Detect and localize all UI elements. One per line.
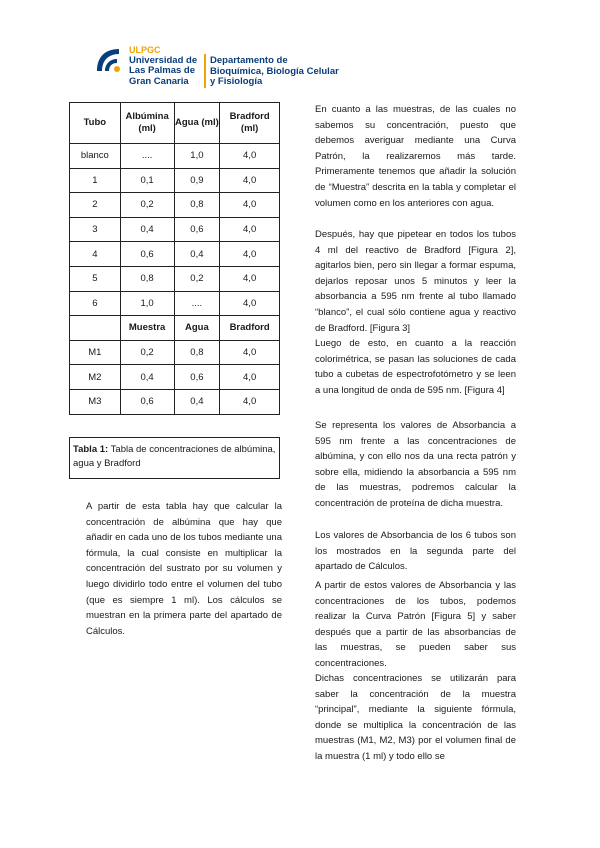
table-cell: 1	[70, 168, 121, 193]
table-cell: M3	[70, 389, 121, 414]
table-cell: 4,0	[220, 193, 280, 218]
table-cell: M2	[70, 365, 121, 390]
table-row	[70, 340, 280, 365]
table-cell: 0,4	[120, 365, 174, 390]
table-cell: 0,6	[120, 242, 174, 267]
table-row	[70, 266, 280, 291]
table-row	[70, 217, 280, 242]
table-row	[70, 168, 280, 193]
table-cell: 0,2	[120, 340, 174, 365]
table-cell: ....	[174, 291, 220, 316]
table-caption	[69, 437, 280, 479]
right-paragraph-7: Dichas concentraciones se utilizarán para saber la concentración de la muestra “principal”, mediante la siguiente fórmula, donde se multiplica la concentración de las muestras (M1, M2, M3) por el volumen final de la muestra (1 ml) y todo ello se	[315, 673, 516, 762]
table-cell: ....	[120, 144, 174, 169]
table-cell: 4,0	[220, 340, 280, 365]
table-cell: 0,6	[174, 365, 220, 390]
university-name	[129, 45, 197, 87]
subheader-agua: Agua	[174, 316, 220, 341]
university-logo	[93, 44, 353, 90]
table-row	[70, 242, 280, 267]
subheader-bradford: Bradford	[220, 316, 280, 341]
table-row	[70, 291, 280, 316]
table-row	[70, 389, 280, 414]
table-cell: 4,0	[220, 291, 280, 316]
table-cell: 4,0	[220, 266, 280, 291]
caption-text: Tabla de concentraciones de albúmina, agua y Bradford	[73, 444, 276, 469]
table-cell: 5	[70, 266, 121, 291]
header-bradford: Bradford (ml)	[220, 103, 280, 144]
university-line-2: Las Palmas de	[129, 65, 196, 77]
table-cell: 3	[70, 217, 121, 242]
table-cell: 4,0	[220, 168, 280, 193]
table-row	[70, 365, 280, 390]
table-cell: 0,6	[120, 389, 174, 414]
table-cell: 0,6	[174, 217, 220, 242]
department-line-1: Departamento de	[210, 55, 288, 66]
table-cell: 0,4	[174, 242, 220, 267]
concentration-table	[69, 102, 280, 415]
table-cell: 4,0	[220, 242, 280, 267]
department-name	[210, 56, 339, 88]
right-paragraph-6: A partir de estos valores de Absorbancia y las concentraciones de los tubos, podemos realizar la Curva Patrón [Figura 5] y saber después que a partir de las absorbancias de las muestras, se pueden saber sus concentraciones.	[315, 580, 516, 669]
table-cell: 0,1	[120, 168, 174, 193]
table-cell: M1	[70, 340, 121, 365]
table-cell: 0,2	[120, 193, 174, 218]
right-paragraph-3: Luego de esto, en cuanto a la reacción colorimétrica, se pasan las soluciones de cada tubo a cubetas de espectrofotómetro y se leen a una longitud de onda de 595 nm. [Figura 4]	[315, 338, 516, 396]
table-cell: 0,8	[120, 266, 174, 291]
logo-divider	[204, 54, 206, 88]
table-cell: 1,0	[174, 144, 220, 169]
department-line-3: y Fisiología	[210, 76, 263, 88]
table-cell: 4	[70, 242, 121, 267]
right-paragraph-2: Después, hay que pipetear en todos los tubos 4 ml del reactivo de Bradford [Figura 2], agitarlos bien, pero sin llegar a formar espuma, dejarlos reposar unos 5 minutos y leer la absorbancia a 595 nm frente al tubo llamado “blanco”, el cual sólo contiene agua y reactivo de Bradford. [Figura 3]	[315, 229, 516, 334]
table-cell: 0,2	[174, 266, 220, 291]
university-acronym: ULPGC	[129, 45, 161, 55]
caption-label: Tabla 1:	[73, 444, 109, 455]
table-subheader-row	[70, 316, 280, 341]
subheader-muestra: Muestra	[120, 316, 174, 341]
right-paragraph-5: Los valores de Absorbancia de los 6 tubos son los mostrados en la segunda parte del apartado de Cálculos.	[315, 530, 516, 573]
table-cell: 6	[70, 291, 121, 316]
ulpgc-emblem-icon	[93, 45, 123, 75]
table-cell: 0,8	[174, 340, 220, 365]
table-row	[70, 193, 280, 218]
subheader-empty	[70, 316, 121, 341]
department-line-2: Bioquímica, Biología Celular	[210, 65, 339, 77]
table-cell: 0,4	[174, 389, 220, 414]
table-cell: 4,0	[220, 389, 280, 414]
table-cell: 4,0	[220, 144, 280, 169]
table-cell: blanco	[70, 144, 121, 169]
right-paragraph-4: Se representa los valores de Absorbancia a 595 nm frente a las concentraciones de albúmina, y con ello nos da una recta patrón y sobre ella, midiendo la absorbancia a 595 nm de las muestras, podremos calcular la concentración de proteína de dicha muestra.	[315, 420, 516, 509]
table-cell: 0,8	[174, 193, 220, 218]
table-header-row	[70, 103, 280, 144]
university-line-1: Universidad de	[129, 54, 198, 66]
table-cell: 4,0	[220, 217, 280, 242]
university-line-3: Gran Canaria	[129, 75, 189, 87]
table-cell: 2	[70, 193, 121, 218]
header-agua: Agua (ml)	[174, 103, 220, 144]
table-cell: 0,9	[174, 168, 220, 193]
table-row	[70, 144, 280, 169]
header-albumina: Albúmina (ml)	[120, 103, 174, 144]
table-cell: 0,4	[120, 217, 174, 242]
table-cell: 4,0	[220, 365, 280, 390]
header-tubo: Tubo	[70, 103, 121, 144]
right-paragraph-1: En cuanto a las muestras, de las cuales no sabemos su concentración, puesto que debemos averiguar mediante una Curva Patrón, la realizaremos más tarde. Primeramente tenemos que añadir la solución de “Muestra” descrita en la tabla y completar el volumen como en los anteriores con agua.	[315, 104, 516, 209]
table-cell: 1,0	[120, 291, 174, 316]
left-paragraph: A partir de esta tabla hay que calcular la concentración de albúmina que hay que añadir en cada uno de los tubos mediante una fórmula, la cual consiste en multiplicar la concentración del sustrato por su volumen y luego dividirlo todo entre el volumen del tubo (que es siempre 1 ml). Los cálculos se muestran en la primera parte del apartado de Cálculos.	[86, 501, 282, 637]
